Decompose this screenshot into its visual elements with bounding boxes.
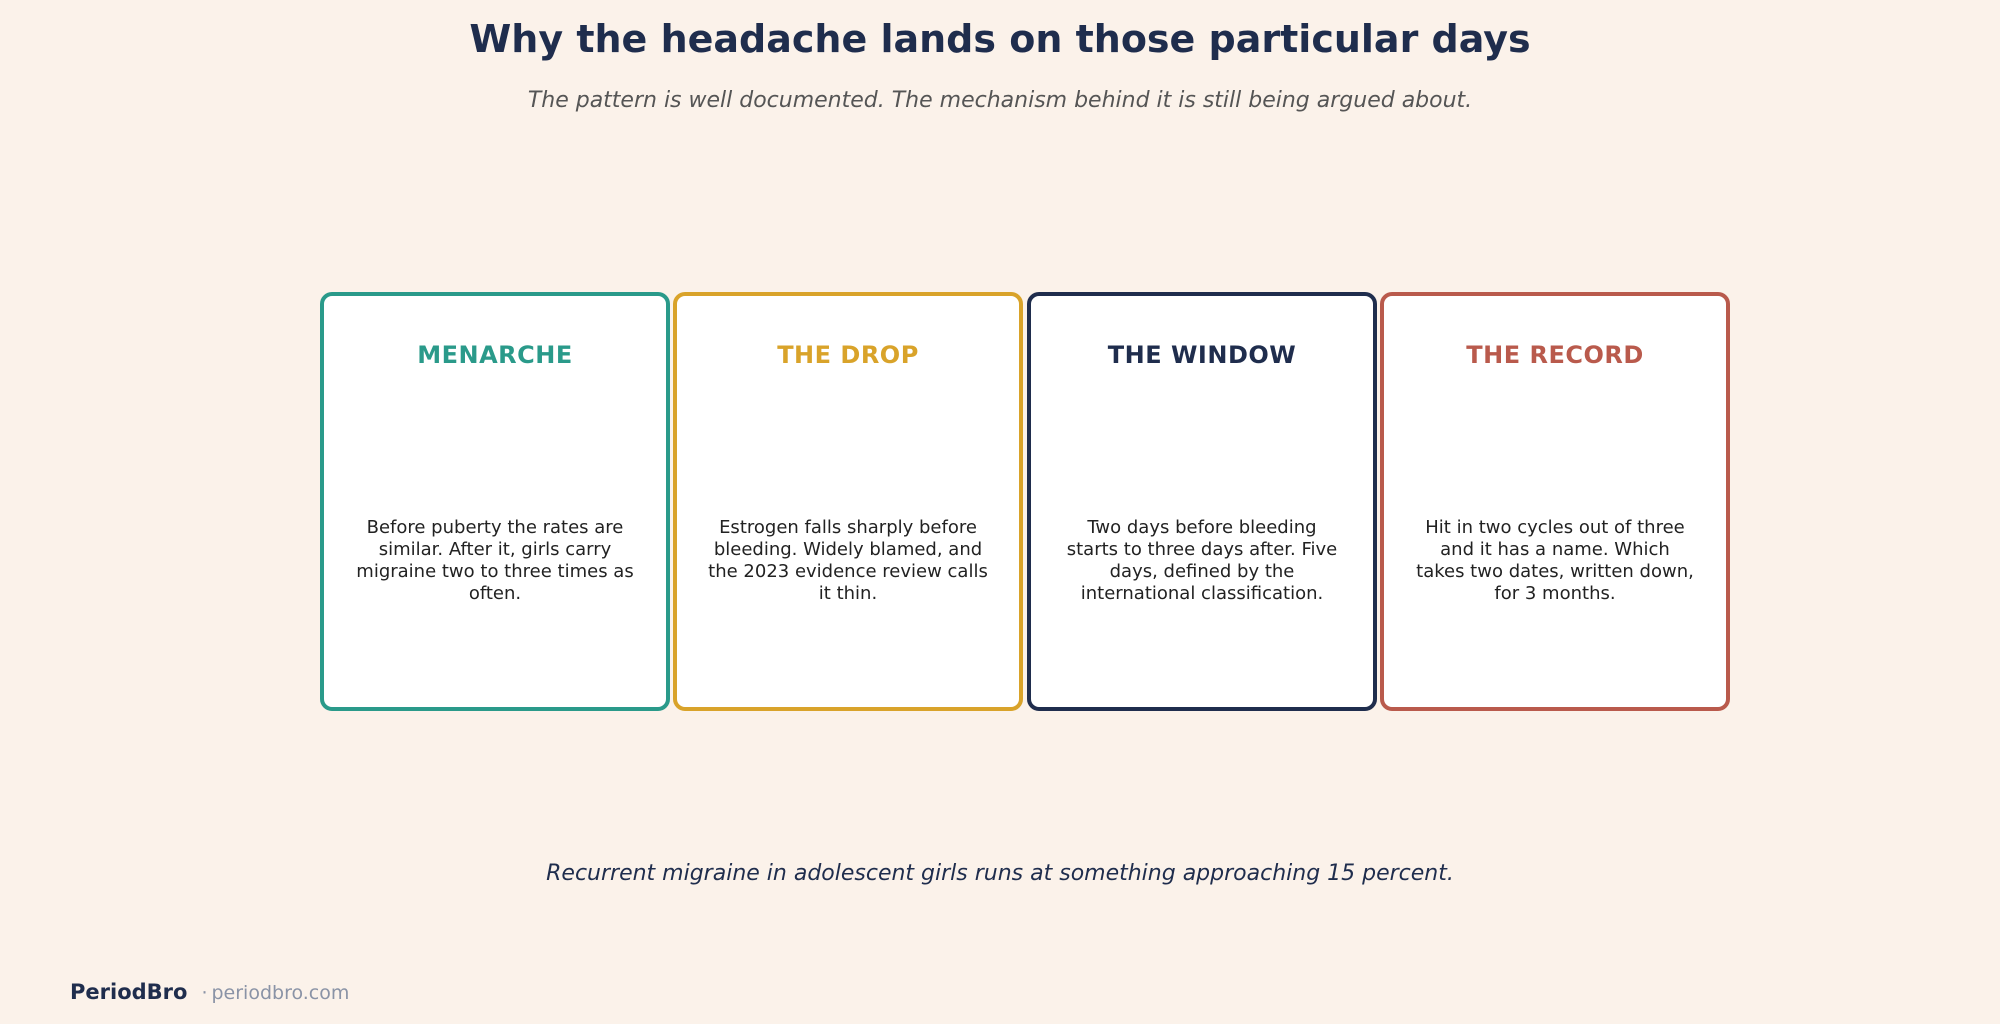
card-heading: MENARCHE [417, 341, 573, 369]
page-subtitle: The pattern is well documented. The mechanism behind it is still being argued about. [527, 88, 1473, 113]
brand-url[interactable]: periodbro.com [211, 982, 350, 1004]
brand-separator: · [201, 982, 208, 1004]
page-title: Why the headache lands on those particular days [469, 17, 1531, 61]
card-body: Hit in two cycles out of three and it has a name. Which takes two dates, written down, for 3 months. [1416, 517, 1694, 604]
card-heading: THE WINDOW [1107, 341, 1297, 369]
card-the-window [1027, 292, 1377, 711]
card-heading: THE RECORD [1466, 341, 1644, 369]
card-heading: THE DROP [777, 341, 919, 369]
brand-name: PeriodBro [70, 980, 188, 1004]
card-the-drop [673, 292, 1023, 711]
footer-brand [70, 978, 349, 1007]
card-the-record [1380, 292, 1730, 711]
card-menarche [320, 292, 670, 711]
footnote: Recurrent migraine in adolescent girls runs at something approaching 15 percent. [546, 861, 1454, 886]
card-body: Before puberty the rates are similar. After it, girls carry migraine two to three times as often. [356, 517, 634, 604]
card-body: Two days before bleeding starts to three days after. Five days, defined by the international classification. [1066, 517, 1338, 604]
card-body: Estrogen falls sharply before bleeding. Widely blamed, and the 2023 evidence review calls it thin. [708, 517, 988, 604]
